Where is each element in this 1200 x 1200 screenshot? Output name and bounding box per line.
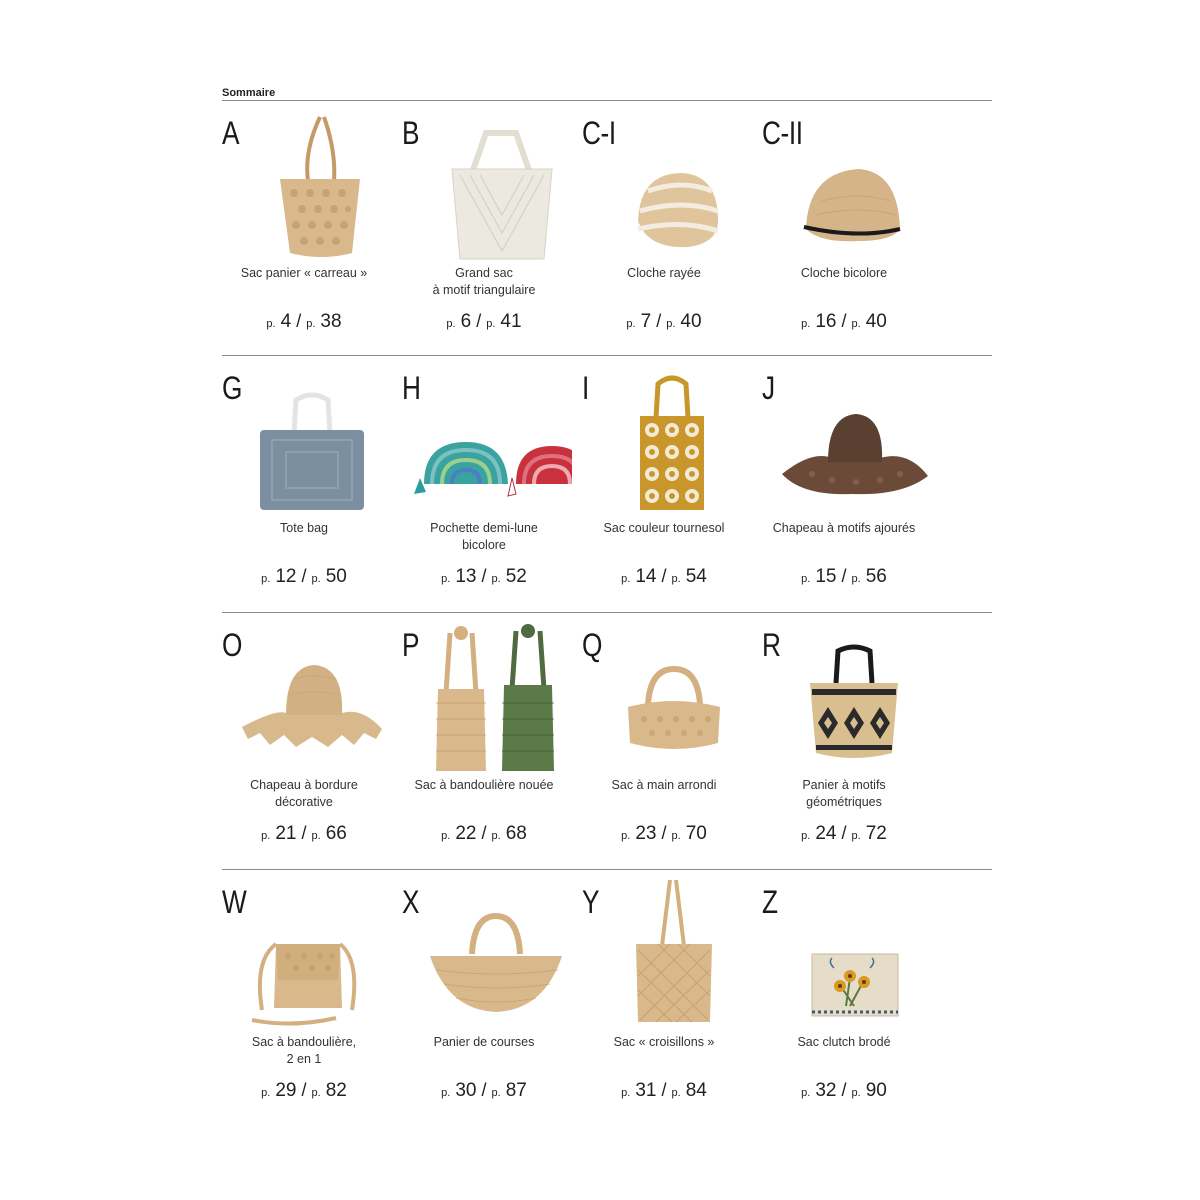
two-in-one-shoulder-bag-image <box>232 880 392 1030</box>
contents-item-b[interactable] <box>402 101 582 355</box>
item-letter: Y <box>582 884 600 920</box>
contents-item-q[interactable] <box>582 613 762 869</box>
white-knit-tote-image <box>412 111 572 261</box>
bicolor-cloche-image <box>772 111 932 261</box>
item-pages: p. 30 / p. 87 <box>441 1080 527 1101</box>
item-letter: X <box>402 884 420 920</box>
item-pages: p. 13 / p. 52 <box>441 566 527 587</box>
knotted-shoulder-bag-image <box>412 623 572 773</box>
contents-item-c-ii[interactable] <box>762 101 942 355</box>
half-moon-pouch-image <box>412 366 572 516</box>
item-name: Chapeau à motifs ajourés <box>772 521 916 535</box>
sunflower-tote-image <box>592 366 752 516</box>
item-letter: O <box>222 627 243 663</box>
item-name: Sac « croisillons » <box>613 1035 715 1049</box>
striped-cloche-image <box>592 111 752 261</box>
item-pages: p. 4 / p. 38 <box>266 311 342 332</box>
item-letter: G <box>222 370 243 406</box>
contents-item-c-i[interactable] <box>582 101 762 355</box>
contents-row <box>222 101 992 355</box>
contents-item-x[interactable] <box>402 870 582 1126</box>
item-pages: p. 31 / p. 84 <box>621 1080 707 1101</box>
item-letter: H <box>402 370 421 406</box>
straw-bucket-bag-image <box>232 111 392 261</box>
geometric-basket-image <box>772 623 932 773</box>
page-title: Sommaire <box>222 87 276 99</box>
contents-item-r[interactable] <box>762 613 942 869</box>
contents-item-i[interactable] <box>582 356 762 612</box>
contents-item-g[interactable] <box>222 356 402 612</box>
item-letter: C-II <box>762 115 803 151</box>
item-letter: J <box>762 370 775 406</box>
contents-item-y[interactable] <box>582 870 762 1126</box>
item-pages: p. 23 / p. 70 <box>621 823 707 844</box>
contents-item-z[interactable] <box>762 870 942 1126</box>
decorative-brim-hat-image <box>232 623 392 773</box>
contents-row <box>222 613 992 869</box>
item-name: Sac à main arrondi <box>611 778 717 792</box>
contents-item-h[interactable] <box>402 356 582 612</box>
item-name: Cloche bicolore <box>800 266 888 280</box>
item-name: Sac clutch brodé <box>797 1035 891 1049</box>
item-name: Grand sac à motif triangulaire <box>432 266 536 297</box>
item-pages: p. 14 / p. 54 <box>621 566 707 587</box>
contents-item-p[interactable] <box>402 613 582 869</box>
item-name: Panier à motifs géométriques <box>802 778 886 809</box>
shopping-basket-image <box>412 880 572 1030</box>
item-name: Pochette demi-lune bicolore <box>430 521 538 552</box>
contents-item-a[interactable] <box>222 101 402 355</box>
item-name: Panier de courses <box>433 1035 535 1049</box>
contents-page <box>222 86 992 1126</box>
item-pages: p. 32 / p. 90 <box>801 1080 887 1101</box>
item-letter: P <box>402 627 420 663</box>
item-pages: p. 7 / p. 40 <box>626 311 702 332</box>
item-pages: p. 6 / p. 41 <box>446 311 522 332</box>
item-letter: A <box>222 115 240 151</box>
contents-row <box>222 870 992 1126</box>
item-letter: Q <box>582 627 603 663</box>
embroidered-clutch-image <box>772 880 932 1030</box>
item-name: Cloche rayée <box>627 266 701 280</box>
crosshatch-bag-image <box>592 880 752 1030</box>
item-name: Sac à bandoulière nouée <box>414 778 554 792</box>
item-letter: B <box>402 115 420 151</box>
item-pages: p. 24 / p. 72 <box>801 823 887 844</box>
item-name: Chapeau à bordure décorative <box>250 778 358 809</box>
item-pages: p. 29 / p. 82 <box>261 1080 347 1101</box>
item-pages: p. 15 / p. 56 <box>801 566 887 587</box>
item-pages: p. 16 / p. 40 <box>801 311 887 332</box>
item-name: Sac couleur tournesol <box>603 521 725 535</box>
item-letter: R <box>762 627 781 663</box>
item-pages: p. 21 / p. 66 <box>261 823 347 844</box>
item-letter: I <box>582 370 589 406</box>
rounded-handbag-image <box>592 623 752 773</box>
contents-item-o[interactable] <box>222 613 402 869</box>
item-letter: Z <box>762 884 778 920</box>
contents-row <box>222 356 992 612</box>
item-name: Tote bag <box>280 521 328 535</box>
contents-item-w[interactable] <box>222 870 402 1126</box>
denim-tote-bag-image <box>232 366 392 516</box>
contents-item-j[interactable] <box>762 356 942 612</box>
item-letter: W <box>222 884 247 920</box>
item-name: Sac à bandoulière, 2 en 1 <box>251 1035 357 1066</box>
item-letter: C-I <box>582 115 616 151</box>
item-pages: p. 12 / p. 50 <box>261 566 347 587</box>
item-pages: p. 22 / p. 68 <box>441 823 527 844</box>
openwork-hat-image <box>772 366 932 516</box>
item-name: Sac panier « carreau » <box>240 266 368 280</box>
